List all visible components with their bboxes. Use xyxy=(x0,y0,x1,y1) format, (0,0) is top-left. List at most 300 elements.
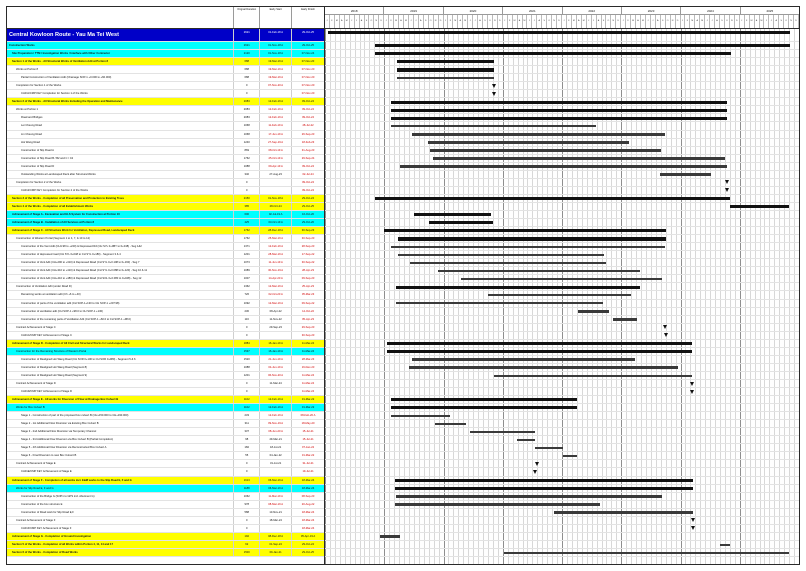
bar-lane xyxy=(325,308,799,316)
table-row[interactable] xyxy=(7,139,324,147)
gantt-body xyxy=(7,29,799,564)
timeline-year: 2022 xyxy=(563,7,622,14)
activity-start: 03-Oct-19 A xyxy=(260,219,292,226)
table-row[interactable] xyxy=(7,106,324,114)
table-row[interactable] xyxy=(7,485,324,493)
activity-start xyxy=(260,468,292,475)
activity-duration: 425 xyxy=(234,219,260,226)
activity-name: Contract Achievement of Stage D xyxy=(7,380,234,387)
bar-lane xyxy=(325,404,799,412)
timeline-month: A xyxy=(774,15,779,28)
gantt-bar[interactable] xyxy=(461,278,662,280)
activity-duration: 869 xyxy=(234,147,260,154)
table-row[interactable] xyxy=(7,460,324,468)
timeline-month: M xyxy=(523,15,528,28)
table-row[interactable] xyxy=(7,372,324,380)
timeline-month: J xyxy=(325,15,330,28)
activity-finish: 31-Mar-22 xyxy=(301,406,315,410)
gantt-bar[interactable] xyxy=(395,479,693,482)
activity-duration: 0 xyxy=(234,90,260,97)
gantt-bar[interactable] xyxy=(391,117,726,120)
activity-duration: 1762 xyxy=(234,155,260,162)
gantt-bar[interactable] xyxy=(397,68,494,71)
gantt-bar[interactable] xyxy=(328,31,790,34)
timeline-month: F xyxy=(745,15,750,28)
timeline-year: 2020 xyxy=(444,7,503,14)
bar-lane xyxy=(325,131,799,139)
activity-duration: 688 xyxy=(234,74,260,81)
activity-duration: 1537 xyxy=(234,348,260,355)
timeline-month: S xyxy=(602,15,607,28)
bar-lane xyxy=(325,267,799,275)
gantt-bar[interactable] xyxy=(375,44,790,47)
gantt-bar[interactable] xyxy=(563,455,577,457)
table-row[interactable] xyxy=(7,219,324,227)
bar-lane xyxy=(325,251,799,259)
gantt-bar[interactable] xyxy=(488,294,631,296)
activity-duration: 1089 xyxy=(234,267,260,274)
gantt-bar[interactable] xyxy=(395,487,693,490)
activity-name: Construction of Vent Adit (CH+290 to +310) & Depressed Road (CH SYL 0+0.108 to 0+160) - Seg 7 xyxy=(7,259,234,266)
gantt-bar[interactable] xyxy=(613,318,637,320)
col-header-start: Early Start xyxy=(260,7,292,28)
table-row[interactable] xyxy=(7,436,324,444)
table-row[interactable] xyxy=(7,300,324,308)
activity-start: 18-Jul-21 xyxy=(260,444,292,451)
activity-name: Works at Portion 1 xyxy=(7,106,234,113)
table-row[interactable] xyxy=(7,147,324,155)
activity-name: Hoi Wang Road xyxy=(7,139,234,146)
table-row[interactable] xyxy=(7,348,324,356)
gantt-bar[interactable] xyxy=(395,503,600,505)
table-row[interactable] xyxy=(7,356,324,364)
activity-name: Site Preparation / TTM / Investigation Works / Interface with Other Contractor xyxy=(7,50,234,57)
timeline-month: S xyxy=(483,15,488,28)
gantt-bar[interactable] xyxy=(397,60,494,63)
activity-name: Works for Slip Road E, F and G xyxy=(7,485,234,492)
gantt-bar[interactable] xyxy=(410,262,606,264)
table-row[interactable] xyxy=(7,477,324,485)
gantt-bar[interactable] xyxy=(412,133,666,135)
table-row[interactable] xyxy=(7,267,324,275)
activity-duration: 385 xyxy=(234,203,260,210)
table-row[interactable] xyxy=(7,388,324,396)
timeline-month: M xyxy=(404,15,409,28)
activity-name: Construction of Slip Road A xyxy=(7,147,234,154)
activity-name: Construction for the Remaining Structure of Western Portal xyxy=(7,348,234,355)
timeline-month: S xyxy=(720,15,725,28)
table-row[interactable] xyxy=(7,509,324,517)
gantt-bar[interactable] xyxy=(391,125,596,127)
table-row[interactable] xyxy=(7,396,324,404)
timeline-month: S xyxy=(779,15,784,28)
activity-start: 12-Mar-19 A xyxy=(260,283,292,290)
gantt-bar[interactable] xyxy=(554,511,693,513)
bar-lane xyxy=(325,324,799,332)
bar-lane xyxy=(325,50,799,58)
timeline-month: D xyxy=(557,15,562,28)
activity-finish: 09-Oct-24 xyxy=(302,116,315,120)
milestone-marker xyxy=(725,180,729,184)
table-row[interactable] xyxy=(7,541,324,549)
gantt-bar[interactable] xyxy=(380,535,400,537)
gantt-bar[interactable] xyxy=(660,173,710,175)
gantt-bar[interactable] xyxy=(400,165,726,167)
timeline-month: O xyxy=(547,15,552,28)
gantt-bar[interactable] xyxy=(517,439,535,441)
timeline-month: A xyxy=(537,15,542,28)
table-row[interactable] xyxy=(7,412,324,420)
bar-lane xyxy=(325,235,799,243)
gantt-bar[interactable] xyxy=(384,229,666,232)
gantt-bar[interactable] xyxy=(387,342,692,345)
gantt-bar[interactable] xyxy=(535,447,563,449)
gantt-bar[interactable] xyxy=(433,157,725,159)
gantt-bar[interactable] xyxy=(470,431,535,433)
activity-duration: 600 xyxy=(234,211,260,218)
timeline-month: J xyxy=(532,15,537,28)
gantt-bar[interactable] xyxy=(504,552,789,554)
activity-duration: 2150 xyxy=(234,195,260,202)
activity-finish: 09-Oct-24 xyxy=(302,108,315,112)
table-row[interactable] xyxy=(7,50,324,58)
activity-start: 09-Apr-19 A xyxy=(260,163,292,170)
activity-name: Stage 2 - 1st Additional Flow Diversion via Existing Box Culvert B xyxy=(7,420,234,427)
timeline-month: J xyxy=(473,15,478,28)
timeline-month: M xyxy=(582,15,587,28)
activity-name: Completion for Section 1 of the Works xyxy=(7,82,234,89)
activity-finish: 11-Mar-24 xyxy=(301,349,315,353)
table-row[interactable] xyxy=(7,131,324,139)
activity-duration: 1073 xyxy=(234,259,260,266)
activity-name: Section 5 of the Works - Completion of all Works within Portion 4, 11, 14 and 17 xyxy=(7,541,234,548)
gantt-bar[interactable] xyxy=(391,246,665,248)
timeline-month: D xyxy=(794,15,799,28)
activity-duration: 337 xyxy=(234,428,260,435)
activity-duration: 0 xyxy=(234,324,260,331)
table-row[interactable] xyxy=(7,468,324,476)
table-row[interactable] xyxy=(7,517,324,525)
activity-finish: 09-Oct-24 xyxy=(302,180,315,184)
table-row[interactable] xyxy=(7,525,324,533)
bar-lane xyxy=(325,412,799,420)
bar-lane xyxy=(325,501,799,509)
bar-lane xyxy=(325,291,799,299)
activity-duration: 233 xyxy=(234,412,260,419)
activity-finish: 31-Jul-21 xyxy=(302,462,314,466)
activity-duration: 0 xyxy=(234,82,260,89)
activity-start: 25-Mar-19 A xyxy=(260,235,292,242)
table-row[interactable] xyxy=(7,98,324,106)
table-row[interactable] xyxy=(7,155,324,163)
bar-lane xyxy=(325,98,799,106)
timeline-month: F xyxy=(508,15,513,28)
activity-name: Section 1 of the Works - All Structural Works of Ventilation Adit at Portion 8 xyxy=(7,58,234,65)
activity-start: 17-Jun-19 A xyxy=(260,131,292,138)
timeline-month: A xyxy=(360,15,365,28)
activity-name: Stage 6 - Final Diversion to new Box Culvert B xyxy=(7,452,234,459)
activity-finish: 05-Mar-23 xyxy=(301,293,315,297)
table-row[interactable] xyxy=(7,82,324,90)
activity-duration: 0 xyxy=(234,517,260,524)
milestone-marker xyxy=(492,84,496,88)
timeline-month: N xyxy=(671,15,676,28)
activity-name: Achievement of Stage D - Completion of All Civil and Structural Works for Landscaped Deck xyxy=(7,340,234,347)
timeline-month: J xyxy=(409,15,414,28)
table-row[interactable] xyxy=(7,227,324,235)
gantt-bar[interactable] xyxy=(720,544,729,546)
table-row[interactable] xyxy=(7,428,324,436)
timeline-month: S xyxy=(424,15,429,28)
gantt-bar[interactable] xyxy=(396,495,663,497)
bar-lane xyxy=(325,219,799,227)
gantt-bar[interactable] xyxy=(409,366,678,368)
activity-name: Construction of Vent Adit (CH+310 to +410) & Depressed Road (CH SYL 0+0.088 to 0+120) - Seg 10 & 11 xyxy=(7,267,234,274)
table-row[interactable] xyxy=(7,420,324,428)
activity-start xyxy=(260,388,292,395)
activity-duration: 2083 xyxy=(234,106,260,113)
activity-finish: 29-Oct-25 xyxy=(302,204,314,208)
activity-finish: 28-Mar-23 xyxy=(301,357,315,361)
gantt-bar[interactable] xyxy=(429,221,492,224)
timeline-month: O xyxy=(725,15,730,28)
activity-start xyxy=(260,187,292,194)
table-row[interactable] xyxy=(7,163,324,171)
bar-lane xyxy=(325,179,799,187)
table-row[interactable] xyxy=(7,404,324,412)
timeline-month: A xyxy=(577,15,582,28)
activity-start: 08-Jun-20 A xyxy=(260,428,292,435)
gantt-bar[interactable] xyxy=(391,109,726,112)
table-row[interactable] xyxy=(7,332,324,340)
table-row[interactable] xyxy=(7,203,324,211)
bar-lane xyxy=(325,195,799,203)
gantt-bar[interactable] xyxy=(375,197,729,200)
table-row[interactable] xyxy=(7,340,324,348)
table-row[interactable] xyxy=(7,114,324,122)
timeline-month: J xyxy=(621,15,626,28)
gantt-bar[interactable] xyxy=(428,141,629,143)
activity-duration: 0 xyxy=(234,187,260,194)
activity-start: 08-Oct-19 A xyxy=(260,147,292,154)
table-row[interactable] xyxy=(7,66,324,74)
timeline-month-row xyxy=(325,15,799,28)
table-row[interactable] xyxy=(7,243,324,251)
activity-finish: 28-Jul-22 xyxy=(302,124,314,128)
gantt-bar[interactable] xyxy=(391,415,450,417)
timeline-month: A xyxy=(340,15,345,28)
timeline-month: J xyxy=(740,15,745,28)
activity-duration: 1240 xyxy=(234,139,260,146)
bar-lane xyxy=(325,380,799,388)
activity-start: 19-Mar-19 A xyxy=(260,58,292,65)
gantt-bar[interactable] xyxy=(435,423,466,425)
gantt-bar[interactable] xyxy=(494,375,692,377)
activity-duration: 1201 xyxy=(234,251,260,258)
bar-lane xyxy=(325,147,799,155)
timeline-month: M xyxy=(463,15,468,28)
table-row[interactable] xyxy=(7,364,324,372)
table-row[interactable] xyxy=(7,316,324,324)
gantt-bar[interactable] xyxy=(391,398,576,401)
table-row[interactable] xyxy=(7,122,324,130)
activity-finish: 07-Nov-20 xyxy=(301,60,315,64)
table-row[interactable] xyxy=(7,179,324,187)
gantt-bar[interactable] xyxy=(391,101,726,104)
table-row[interactable] xyxy=(7,324,324,332)
timeline-month: J xyxy=(587,15,592,28)
table-row[interactable] xyxy=(7,251,324,259)
activity-name: Construction of the remaining parts of Ventilation Adit (CH SOP-1 +60.0 to CH SOP-1 +98.0) xyxy=(7,316,234,323)
milestone-marker xyxy=(691,526,695,530)
gantt-bar[interactable] xyxy=(397,77,494,79)
activity-duration: 2083 xyxy=(234,98,260,105)
timeline-month: M xyxy=(513,15,518,28)
bar-lane xyxy=(325,90,799,98)
bar-lane xyxy=(325,203,799,211)
activity-finish: 29-Oct-25 xyxy=(302,44,315,47)
activity-start: 12-Feb-19 A xyxy=(260,243,292,250)
activity-finish: 09-Sep-23 xyxy=(301,277,315,281)
activity-name: Achievement of Stage F - Completion of all works incl. E&M works to the Slip Road E, F and G xyxy=(7,477,234,484)
activity-duration: 0 xyxy=(234,388,260,395)
activity-finish: 11-Mar-24 xyxy=(301,373,315,377)
table-row[interactable] xyxy=(7,493,324,501)
activity-finish: 07-Nov-20 xyxy=(301,68,315,72)
activity-finish: 09-Sep-22 xyxy=(301,301,315,305)
timeline-month: N xyxy=(789,15,794,28)
table-row[interactable] xyxy=(7,235,324,243)
gantt-header xyxy=(7,7,799,29)
timeline-month: M xyxy=(760,15,765,28)
activity-duration: 0 xyxy=(234,460,260,467)
table-row[interactable] xyxy=(7,42,324,50)
table-row[interactable] xyxy=(7,444,324,452)
activity-name: Construction Works xyxy=(7,42,234,49)
activity-finish: 28-Sep-23 xyxy=(301,245,315,249)
activity-duration: 1092 xyxy=(234,300,260,307)
activity-start: 11-Nov-22 xyxy=(260,316,292,323)
table-row[interactable] xyxy=(7,549,324,557)
gantt-bar[interactable] xyxy=(375,52,731,55)
gantt-bar[interactable] xyxy=(391,406,576,409)
timeline-month: M xyxy=(641,15,646,28)
activity-start xyxy=(260,90,292,97)
activity-finish: 07-Nov-20 xyxy=(301,76,315,80)
table-row[interactable] xyxy=(7,452,324,460)
table-row[interactable] xyxy=(7,283,324,291)
activity-start: 01-Nov-18 A xyxy=(260,50,292,57)
timeline-month: J xyxy=(646,15,651,28)
activity-name: Lei Cheung Road xyxy=(7,122,234,129)
gantt-bar[interactable] xyxy=(730,205,789,208)
activity-finish: 05-Apr-19 A xyxy=(300,534,316,538)
activity-start: 27-Sep-19 A xyxy=(260,139,292,146)
timeline-month: J xyxy=(503,15,508,28)
timeline-month: J xyxy=(384,15,389,28)
bar-lane xyxy=(325,171,799,179)
gantt-bar[interactable] xyxy=(438,270,640,272)
col-header-duration: Orignal Duration xyxy=(234,7,260,28)
activity-start: 08-Dec-18 A xyxy=(260,533,292,540)
table-row[interactable] xyxy=(7,58,324,66)
gantt-bar[interactable] xyxy=(414,213,490,216)
activity-finish: 09-Oct-24 xyxy=(302,164,315,168)
table-row[interactable] xyxy=(7,308,324,316)
activity-finish: 29-Oct-24 xyxy=(302,196,314,200)
gantt-sheet xyxy=(6,6,800,565)
gantt-bar[interactable] xyxy=(398,254,604,256)
table-row[interactable] xyxy=(7,533,324,541)
table-row[interactable] xyxy=(7,275,324,283)
timeline-year: 2018 xyxy=(325,7,384,14)
timeline-month: J xyxy=(651,15,656,28)
gantt-bar[interactable] xyxy=(387,350,692,353)
gantt-bar[interactable] xyxy=(430,149,661,151)
activity-duration: 1884 xyxy=(234,340,260,347)
timeline-month: M xyxy=(345,15,350,28)
activity-duration: 1088 xyxy=(234,163,260,170)
activity-name: CA01F/CMP KEY Achievement of Stage F xyxy=(7,525,234,532)
activity-finish: 19-Jul-21 xyxy=(302,470,314,474)
table-row[interactable] xyxy=(7,211,324,219)
timeline-month: D xyxy=(735,15,740,28)
table-row[interactable] xyxy=(7,259,324,267)
table-row[interactable] xyxy=(7,195,324,203)
bar-lane xyxy=(325,74,799,82)
bar-lane xyxy=(325,444,799,452)
activity-start: 12-Feb-19 A xyxy=(260,98,292,105)
gantt-bar[interactable] xyxy=(396,302,603,304)
timeline-month: M xyxy=(453,15,458,28)
timeline-month: S xyxy=(542,15,547,28)
table-row[interactable] xyxy=(7,29,324,42)
activity-duration: 1762 xyxy=(234,227,260,234)
timeline-month: A xyxy=(656,15,661,28)
activity-duration: 1068 xyxy=(234,131,260,138)
activity-finish: 09-Oct-24 xyxy=(302,100,314,104)
table-row[interactable] xyxy=(7,380,324,388)
bar-lane xyxy=(325,364,799,372)
gantt-bar[interactable] xyxy=(412,358,635,360)
table-row[interactable] xyxy=(7,187,324,195)
table-row[interactable] xyxy=(7,74,324,82)
activity-start: 11-Mar-24 xyxy=(260,380,292,387)
table-row[interactable] xyxy=(7,291,324,299)
activity-duration: 1371 xyxy=(234,243,260,250)
activity-name: Construction of Western Portal (Segment 1 to 4, 7, & 10 to 12) xyxy=(7,235,234,242)
bar-lane xyxy=(325,82,799,90)
activity-finish: 17-Sep-22 xyxy=(301,253,315,257)
table-row[interactable] xyxy=(7,90,324,98)
gantt-bar[interactable] xyxy=(578,310,609,312)
timeline-month: M xyxy=(690,15,695,28)
bar-lane xyxy=(325,122,799,130)
activity-finish: 11-Mar-24 xyxy=(301,381,315,385)
gantt-bar[interactable] xyxy=(396,286,640,289)
activity-start: 29-Mar-21 xyxy=(260,436,292,443)
gantt-bar[interactable] xyxy=(398,237,666,240)
timeline-month: M xyxy=(394,15,399,28)
activity-duration: 182 xyxy=(234,444,260,451)
activity-start: 16-Jan-19 A xyxy=(260,348,292,355)
timeline-month: M xyxy=(631,15,636,28)
table-row[interactable] xyxy=(7,171,324,179)
activity-start: 07-Nov-20 A xyxy=(260,82,292,89)
bar-lane xyxy=(325,163,799,171)
activity-name: Contract Achievement of Stage E xyxy=(7,460,234,467)
table-row[interactable] xyxy=(7,501,324,509)
